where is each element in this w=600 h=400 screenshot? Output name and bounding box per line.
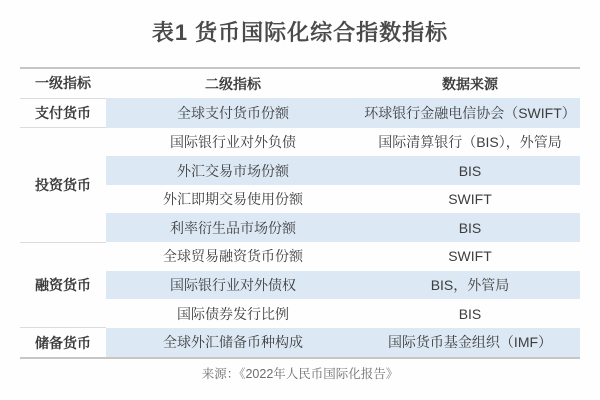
secondary-indicator-cell: 全球贸易融资货币份额 — [163, 248, 303, 265]
data-source-cell: 国际清算银行（BIS），外管局 — [378, 133, 562, 150]
header-primary-indicator: 一级指标 — [20, 68, 106, 98]
table-row — [20, 328, 580, 358]
header-data-source: 数据来源 — [442, 75, 498, 92]
table-body — [20, 98, 580, 358]
data-source-cell: 环球银行金融电信协会（SWIFT） — [360, 98, 580, 128]
data-source-cell: BIS — [458, 305, 482, 322]
data-source-cell: SWIFT — [448, 191, 492, 208]
secondary-indicator-cell: 外汇交易市场份额 — [106, 156, 360, 185]
data-source-cell: 国际货币基金组织（IMF） — [360, 328, 580, 358]
primary-indicator-cell: 支付货币 — [20, 98, 106, 128]
table-row — [20, 242, 580, 271]
secondary-indicator-cell: 外汇即期交易使用份额 — [163, 191, 303, 208]
secondary-indicator-cell: 国际债券发行比例 — [177, 305, 289, 322]
data-source-cell: BIS — [360, 213, 580, 242]
data-source-cell: BIS，外管局 — [360, 271, 580, 300]
secondary-indicator-cell: 全球支付货币份额 — [106, 98, 360, 128]
primary-indicator-cell: 融资货币 — [20, 242, 106, 328]
primary-indicator-cell: 储备货币 — [20, 328, 106, 358]
table-header-row — [20, 68, 580, 98]
secondary-indicator-cell: 国际银行业对外负债 — [170, 133, 296, 150]
table-row — [20, 98, 580, 128]
primary-indicator-cell: 投资货币 — [20, 128, 106, 242]
data-source-cell: BIS — [360, 156, 580, 185]
secondary-indicator-cell: 利率衍生品市场份额 — [106, 213, 360, 242]
table-title: 表1 货币国际化综合指数指标 — [151, 20, 449, 45]
header-secondary-indicator: 二级指标 — [205, 75, 261, 92]
secondary-indicator-cell: 国际银行业对外债权 — [106, 271, 360, 300]
secondary-indicator-cell: 全球外汇储备币种构成 — [106, 328, 360, 358]
data-source-cell: SWIFT — [448, 248, 492, 265]
source-note: 来源：《2022年人民币国际化报告》 — [201, 367, 399, 381]
table-row — [20, 128, 580, 157]
indicator-table — [20, 67, 580, 359]
